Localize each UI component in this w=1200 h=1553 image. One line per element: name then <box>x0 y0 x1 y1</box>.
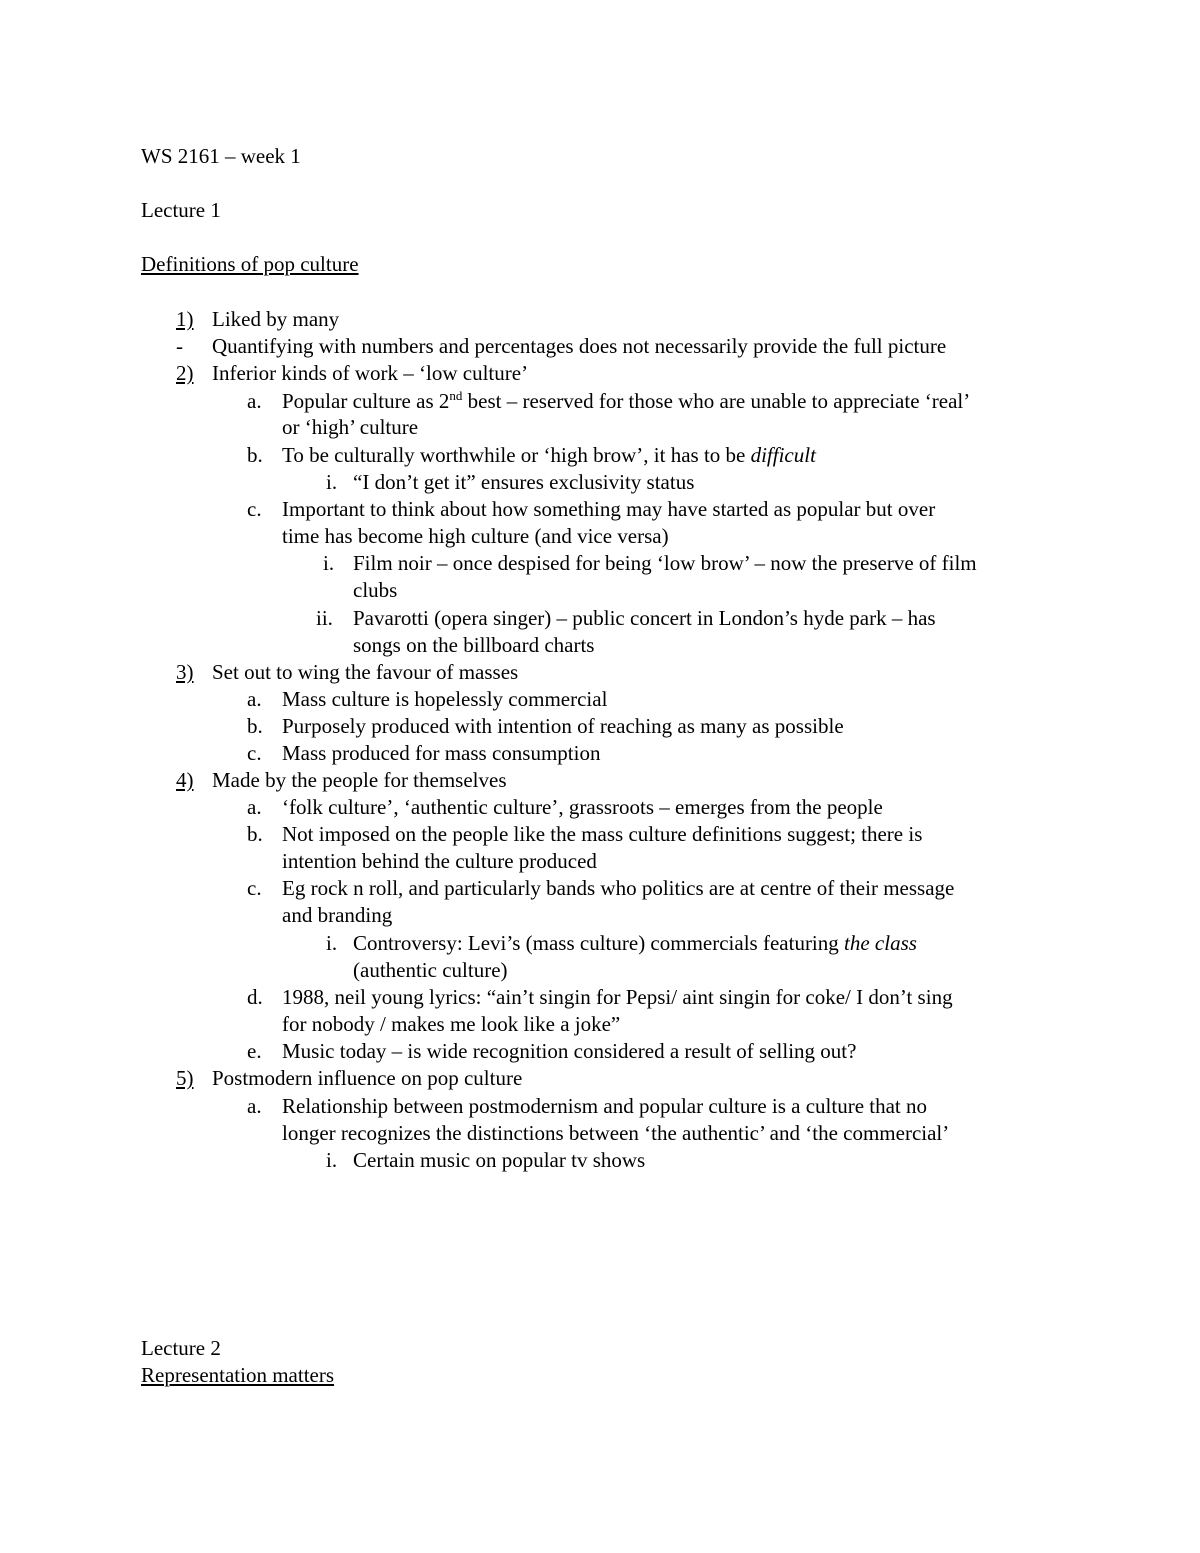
list-marker-4d: d. <box>247 985 263 1009</box>
list-marker-4e: e. <box>247 1039 262 1063</box>
list-marker-4c: c. <box>247 876 262 900</box>
list-item-4: Made by the people for themselves <box>212 768 507 792</box>
list-item-4b: Not imposed on the people like the mass culture definitions suggest; there is <box>282 822 923 846</box>
list-marker-3c: c. <box>247 741 262 765</box>
list-marker-5ai: i. <box>326 1148 338 1172</box>
list-item-2b: To be culturally worthwhile or ‘high brow’, it has to be difficult <box>282 443 816 467</box>
lecture-1-label: Lecture 1 <box>141 198 221 222</box>
list-number-2: 2) <box>176 361 194 385</box>
list-item-4e: Music today – is wide recognition considered a result of selling out? <box>282 1039 857 1063</box>
list-item-2: Inferior kinds of work – ‘low culture’ <box>212 361 529 385</box>
list-item-2cii-cont: songs on the billboard charts <box>353 633 595 657</box>
list-marker-2c: c. <box>247 497 262 521</box>
list-item-2a-cont: or ‘high’ culture <box>282 415 419 439</box>
list-marker-2b: b. <box>247 443 263 467</box>
list-marker-3b: b. <box>247 714 263 738</box>
list-marker-2bi: i. <box>326 470 338 494</box>
list-number-1: 1) <box>176 307 194 331</box>
list-marker-3a: a. <box>247 687 262 711</box>
list-item-4c: Eg rock n roll, and particularly bands who politics are at centre of their message <box>282 876 955 900</box>
list-item-2c: Important to think about how something may have started as popular but over <box>282 497 936 521</box>
list-item-5a-cont: longer recognizes the distinctions between ‘the authentic’ and ‘the commercial’ <box>282 1121 950 1145</box>
dash-bullet: - <box>176 334 183 358</box>
list-item-2c-cont: time has become high culture (and vice versa) <box>282 524 669 548</box>
section-heading-definitions: Definitions of pop culture <box>141 252 359 276</box>
list-item-1: Liked by many <box>212 307 340 331</box>
list-item-3c: Mass produced for mass consumption <box>282 741 601 765</box>
list-item-5ai: Certain music on popular tv shows <box>353 1148 646 1172</box>
list-marker-5a: a. <box>247 1094 262 1118</box>
list-item-4d: 1988, neil young lyrics: “ain’t singin for Pepsi/ aint singin for coke/ I don’t sing <box>282 985 953 1009</box>
list-subitem-1: Quantifying with numbers and percentages does not necessarily provide the full picture <box>212 334 947 358</box>
list-item-4a: ‘folk culture’, ‘authentic culture’, grassroots – emerges from the people <box>282 795 883 819</box>
list-item-2ci-cont: clubs <box>353 578 398 602</box>
list-item-2a: Popular culture as 2nd best – reserved for those who are unable to appreciate ‘real’ <box>282 388 971 413</box>
list-marker-2a: a. <box>247 389 262 413</box>
list-item-3a: Mass culture is hopelessly commercial <box>282 687 608 711</box>
list-number-3: 3) <box>176 660 194 684</box>
section-heading-representation: Representation matters <box>141 1363 335 1387</box>
list-number-5: 5) <box>176 1066 194 1090</box>
list-item-4d-cont: for nobody / makes me look like a joke” <box>282 1012 621 1036</box>
list-item-3: Set out to wing the favour of masses <box>212 660 519 684</box>
list-item-4c-cont: and branding <box>282 903 393 927</box>
list-item-4b-cont: intention behind the culture produced <box>282 849 597 873</box>
document-title: WS 2161 – week 1 <box>141 144 301 168</box>
list-marker-2ci: i. <box>323 551 335 575</box>
list-number-4: 4) <box>176 768 194 792</box>
list-item-2bi: “I don’t get it” ensures exclusivity status <box>353 470 695 494</box>
list-item-3b: Purposely produced with intention of reaching as many as possible <box>282 714 844 738</box>
lecture-2-label: Lecture 2 <box>141 1336 221 1360</box>
list-marker-4b: b. <box>247 822 263 846</box>
list-marker-4a: a. <box>247 795 262 819</box>
list-marker-4ci: i. <box>326 931 338 955</box>
list-item-4ci: Controversy: Levi’s (mass culture) commercials featuring the class <box>353 931 917 955</box>
list-item-2cii: Pavarotti (opera singer) – public concert in London’s hyde park – has <box>353 606 936 630</box>
list-marker-2cii: ii. <box>316 606 333 630</box>
list-item-4ci-cont: (authentic culture) <box>353 958 508 982</box>
list-item-5: Postmodern influence on pop culture <box>212 1066 523 1090</box>
list-item-2ci: Film noir – once despised for being ‘low brow’ – now the preserve of film <box>353 551 977 575</box>
list-item-5a: Relationship between postmodernism and popular culture is a culture that no <box>282 1094 928 1118</box>
